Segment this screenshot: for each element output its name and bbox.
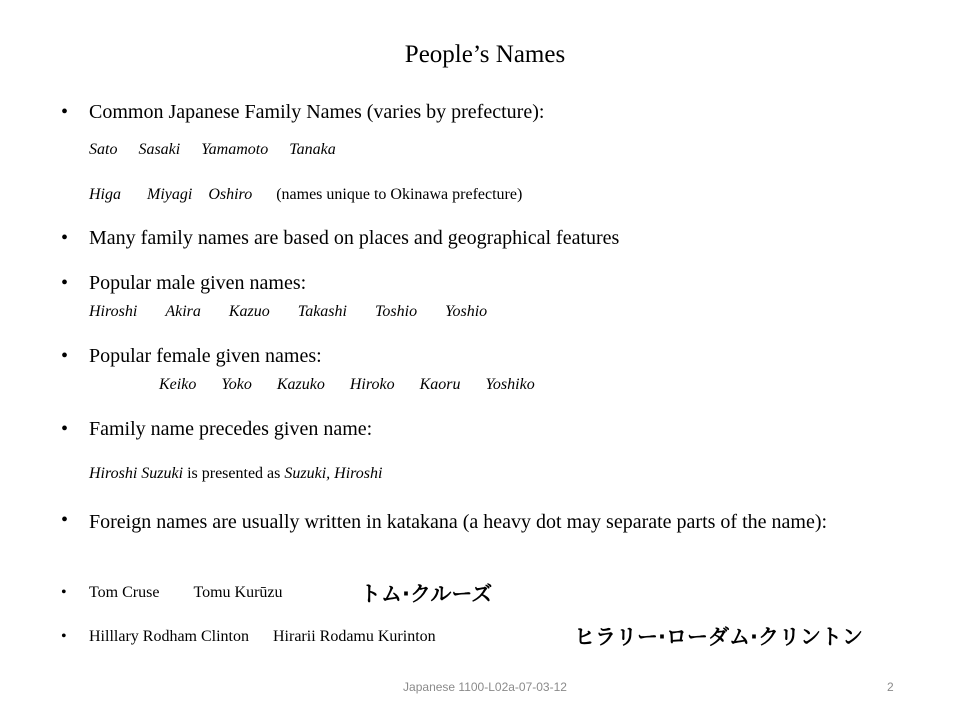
- page-number: 2: [887, 680, 894, 694]
- katakana-name: ヒラリー·ローダム·クリントン: [574, 625, 863, 649]
- example-hillary-clinton: [89, 628, 436, 646]
- example-connector: is presented as: [183, 465, 285, 482]
- female-names-list: [159, 376, 535, 394]
- bullet-marker: •: [61, 101, 69, 123]
- female-name: Kazuko: [276, 376, 325, 393]
- common-family-names-list: [89, 141, 336, 159]
- female-name: Hiroko: [349, 376, 395, 393]
- family-name: Miyagi: [147, 186, 193, 203]
- example-given-first: Hiroshi Suzuki: [89, 465, 184, 482]
- family-name: Yamamoto: [201, 141, 269, 158]
- bullet-foreign-names: Foreign names are usually written in katakana (a heavy dot may separate parts of the name):: [89, 511, 828, 533]
- bullet-female-names: Popular female given names:: [89, 345, 322, 367]
- name-order-example: [89, 465, 382, 483]
- romaji-name: Tomu Kurūzu: [193, 584, 283, 601]
- female-name: Yoko: [221, 376, 252, 393]
- okinawa-family-names-list: [89, 186, 522, 204]
- family-name: Tanaka: [289, 141, 336, 158]
- bullet-marker: •: [61, 628, 67, 645]
- bullet-marker: •: [61, 345, 69, 367]
- family-name: Sasaki: [138, 141, 181, 158]
- bullet-male-names: Popular male given names:: [89, 272, 307, 294]
- bullet-marker: •: [61, 227, 69, 249]
- family-name: Higa: [89, 186, 121, 203]
- female-name: Kaoru: [419, 376, 461, 393]
- katakana-name: トム·クルーズ: [360, 582, 493, 606]
- bullet-marker: •: [61, 272, 69, 294]
- male-name: Yoshio: [445, 303, 488, 320]
- bullet-places: Many family names are based on places and geographical features: [89, 227, 620, 249]
- slide-title: People’s Names: [404, 41, 566, 68]
- male-name: Hiroshi: [89, 303, 138, 320]
- bullet-family-names: Common Japanese Family Names (varies by prefecture):: [89, 101, 545, 123]
- example-family-first: Suzuki, Hiroshi: [284, 465, 383, 482]
- male-name: Akira: [165, 303, 201, 320]
- example-tom-cruse: [89, 584, 283, 602]
- male-names-list: [89, 303, 487, 321]
- male-name: Takashi: [297, 303, 347, 320]
- okinawa-note: (names unique to Okinawa prefecture): [276, 186, 523, 203]
- female-name: Keiko: [159, 376, 197, 393]
- male-name: Toshio: [374, 303, 418, 320]
- romaji-name: Hirarii Rodamu Kurinton: [273, 628, 436, 645]
- family-name: Sato: [89, 141, 118, 158]
- bullet-marker: •: [61, 509, 69, 531]
- english-name: Tom Cruse: [89, 584, 160, 601]
- english-name: Hilllary Rodham Clinton: [89, 628, 249, 645]
- family-name: Oshiro: [208, 186, 253, 203]
- female-name: Yoshiko: [485, 376, 535, 393]
- footer-label: Japanese 1100-L02a-07-03-12: [403, 680, 567, 694]
- bullet-marker: •: [61, 584, 67, 601]
- male-name: Kazuo: [228, 303, 270, 320]
- bullet-marker: •: [61, 418, 69, 440]
- bullet-name-order: Family name precedes given name:: [89, 418, 373, 440]
